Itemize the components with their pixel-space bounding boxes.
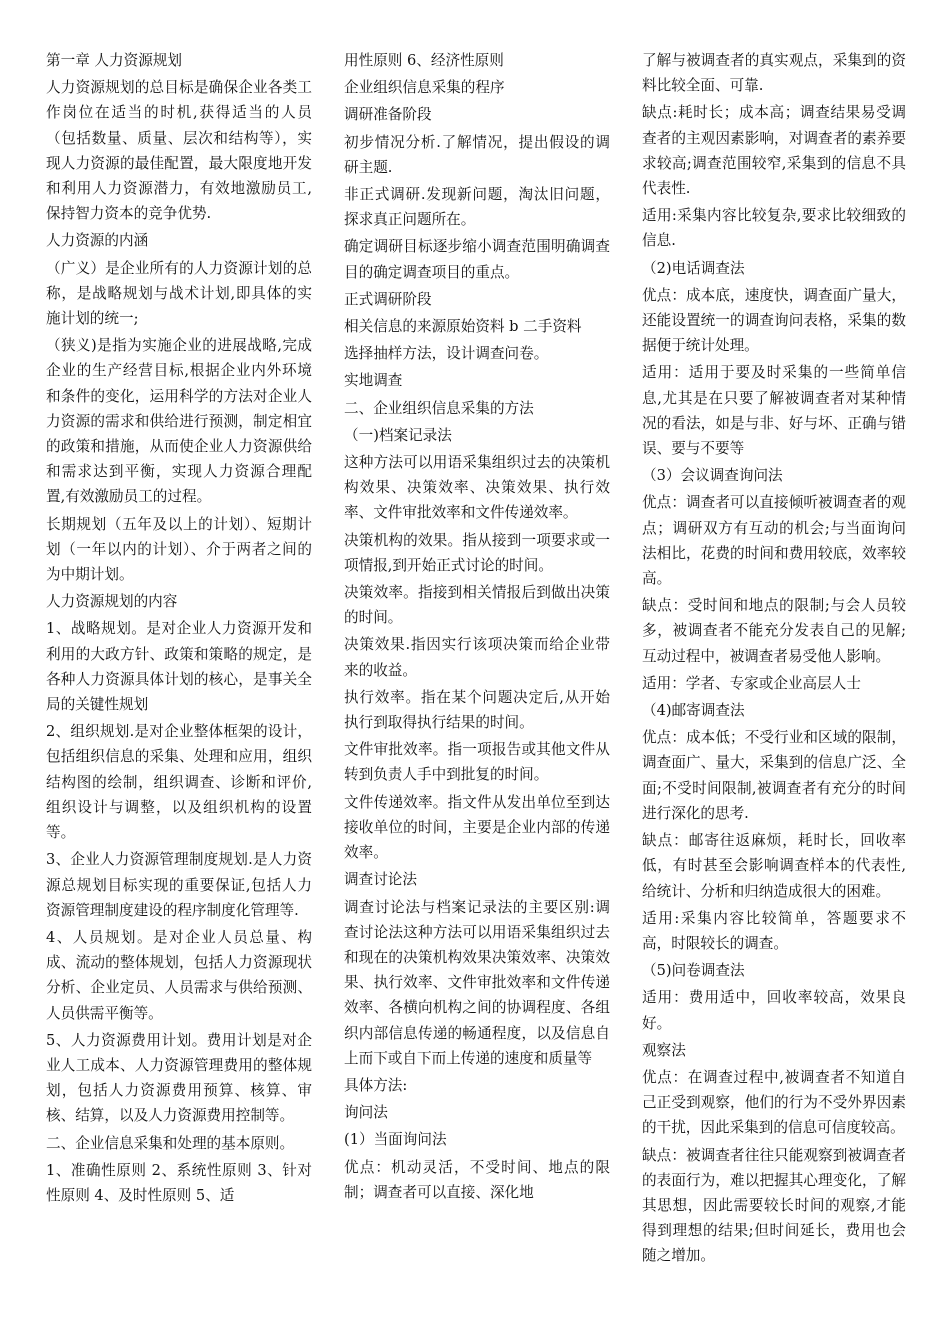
paragraph: 1、战略规划。是对企业人力资源开发和利用的大政方针、政策和策略的规定，是各种人力资源具体计划的核心，是事关全局的关键性规划 xyxy=(46,620,312,714)
paragraph: 具体方法: xyxy=(344,1076,408,1094)
paragraph: 优点：成本底，速度快，调查面广量大，还能设置统一的调查询问表格，采集的数据便于统计处理。 xyxy=(642,286,906,355)
paragraph: 调查讨论法与档案记录法的主要区别:调查讨论法这种方法可以用语采集组织过去和现在的决策机构效果决策效率、决策效果、执行效率、文件审批效率和文件传递效率、各横向机构之间的协调程度、各组织内部信息传递的畅通程度，以及信息自上而下或自下而上传递的速度和质量等 xyxy=(344,898,610,1067)
paragraph: 调查讨论法 xyxy=(344,871,417,889)
paragraph: 决策效果.指因实行该项决策而给企业带来的收益。 xyxy=(344,636,610,679)
paragraph: 实地调查 xyxy=(344,372,403,390)
paragraph: 优点：成本低；不受行业和区域的限制，调查面广、量大，采集到的信息广泛、全面;不受时间限制,被调查者有充分的时间进行深化的思考. xyxy=(642,729,906,822)
paragraph: 二、企业组织信息采集的方法 xyxy=(344,399,534,417)
paragraph: 适用：学者、专家或企业高层人士 xyxy=(642,674,861,692)
paragraph: 初步情况分析.了解情况，提出假设的调研主题. xyxy=(344,133,610,176)
paragraph: 适用：适用于要及时采集的一些简单信息,尤其是在只要了解被调查者对某种情况的看法，如是与非、好与坏、正确与错误、要与不要等 xyxy=(642,364,906,458)
paragraph: （4)邮寄调查法 xyxy=(642,702,745,720)
paragraph: （一)档案记录法 xyxy=(344,426,452,444)
paragraph: 确定调研目标逐步缩小调查范围明确调查目的确定调查项目的重点。 xyxy=(344,238,610,281)
paragraph: (1）当面询问法 xyxy=(344,1131,447,1149)
paragraph: 优点：在调查过程中,被调查者不知道自己正受到观察，他们的行为不受外界因素的干扰，因此采集到的信息可信度较高。 xyxy=(642,1068,906,1137)
paragraph: 人力资源的内涵 xyxy=(46,232,149,250)
paragraph: 4、人员规划。是对企业人员总量、构成、流动的整体规划，包括人力资源现状分析、企业定员、人员需求与供给预测、人员供需平衡等。 xyxy=(46,928,312,1022)
paragraph: 二、企业信息采集和处理的基本原则。 xyxy=(46,1134,295,1152)
paragraph: 询问法 xyxy=(344,1104,388,1122)
paragraph: 人力资源规划的总目标是确保企业各类工作岗位在适当的时机,获得适当的人员（包括数量、质量、层次和结构等），实现人力资源的最佳配置，最大限度地开发和利用人力资源潜力，有效地激励员工,保持智力资本的竞争优势. xyxy=(46,79,312,223)
paragraph: 企业组织信息采集的程序 xyxy=(344,79,505,97)
paragraph: 相关信息的来源原始资料 b 二手资料 xyxy=(344,318,582,336)
paragraph: （2)电话调查法 xyxy=(642,259,745,277)
paragraph: 非正式调研.发现新问题，淘汰旧问题，探求真正问题所在。 xyxy=(344,186,610,229)
paragraph: （狭义)是指为实施企业的进展战略,完成企业的生产经营目标,根据企业内外环境和条件的变化，运用科学的方法对企业人力资源的需求和供给进行预测，制定相宜的政策和措施，从而使企业人力资源供给和需求达到平衡，实现人力资源合理配置,有效激励员工的过程。 xyxy=(46,337,312,506)
paragraph: 文件审批效率。指一项报告或其他文件从转到负责人手中到批复的时间。 xyxy=(344,741,610,784)
paragraph: 长期规划（五年及以上的计划）、短期计划（一年以内的计划）、介于两者之间的为中期计划。 xyxy=(46,515,312,584)
paragraph: 适用：费用适中，回收率较高，效果良好。 xyxy=(642,989,906,1032)
paragraph: 适用:采集内容比较简单，答题要求不高，时限较长的调查。 xyxy=(642,909,906,952)
paragraph: 第一章 人力资源规划 xyxy=(46,52,182,69)
paragraph: 观察法 xyxy=(642,1041,686,1059)
paragraph: （3）会议调查询问法 xyxy=(642,467,783,485)
paragraph: 选择抽样方法，设计调查问卷。 xyxy=(344,345,549,363)
paragraph: 文件传递效率。指文件从发出单位至到达接收单位的时间，主要是企业内部的传递效率。 xyxy=(344,793,610,862)
text-column-2 xyxy=(344,48,610,1207)
paragraph: 执行效率。指在某个问题决定后,从开始执行到取得执行结果的时间。 xyxy=(344,688,610,732)
paragraph: 用性原则 6、经济性原则 xyxy=(344,52,504,69)
paragraph: 1、准确性原则 2、系统性原则 3、针对性原则 4、及时性原则 5、适 xyxy=(46,1161,312,1204)
paragraph: 3、企业人力资源管理制度规划.是人力资源总规划目标实现的重要保证,包括人力资源管理制度建设的程序制度化管理等. xyxy=(46,851,312,919)
paragraph: （广义）是企业所有的人力资源计划的总称，是战略规划与战术计划,即具体的实施计划的统一; xyxy=(46,259,312,328)
text-column-3 xyxy=(642,48,906,1271)
paragraph: 人力资源规划的内容 xyxy=(46,593,178,611)
paragraph: 优点：机动灵活，不受时间、地点的限制；调查者可以直接、深化地 xyxy=(344,1158,610,1201)
paragraph: 缺点：邮寄往返麻烦，耗时长，回收率低，有时甚至会影响调查样本的代表性,给统计、分析和归纳造成很大的困难。 xyxy=(642,832,906,900)
paragraph: 了解与被调查者的真实观点，采集到的资料比较全面、可靠. xyxy=(642,52,906,95)
paragraph: 决策机构的效果。指从接到一项要求或一项情报,到开始正式讨论的时间。 xyxy=(344,531,610,574)
paragraph: 2、组织规划.是对企业整体框架的设计，包括组织信息的采集、处理和应用，组织结构图的绘制，组织调查、诊断和评价,组织设计与调整，以及组织机构的设置等。 xyxy=(46,723,312,842)
paragraph: 缺点:耗时长；成本高；调查结果易受调查者的主观因素影响，对调查者的素养要求较高;调查范围较窄,采集到的信息不具代表性. xyxy=(642,104,906,198)
paragraph: 决策效率。指接到相关情报后到做出决策的时间。 xyxy=(344,584,610,627)
paragraph: 正式调研阶段 xyxy=(344,290,432,308)
paragraph: 缺点：受时间和地点的限制;与会人员较多，被调查者不能充分发表自己的见解;互动过程中，被调查者易受他人影响。 xyxy=(642,597,906,665)
text-column-1 xyxy=(46,48,312,1210)
paragraph: 调研准备阶段 xyxy=(344,106,432,124)
paragraph: （5)问卷调查法 xyxy=(642,962,745,980)
paragraph: 缺点：被调查者往往只能观察到被调查者的表面行为，难以把握其心理变化，了解其思想，因此需要较长时间的观察,才能得到理想的结果;但时间延长，费用也会随之增加。 xyxy=(642,1146,906,1265)
paragraph: 优点：调查者可以直接倾听被调查者的观点；调研双方有互动的机会;与当面询问法相比，花费的时间和费用较底，效率较高。 xyxy=(642,494,906,588)
paragraph: 5、人力资源费用计划。费用计划是对企业人工成本、人力资源管理费用的整体规划，包括人力资源费用预算、核算、审核、结算，以及人力资源费用控制等。 xyxy=(46,1031,312,1125)
paragraph: 这种方法可以用语采集组织过去的决策机构效果、决策效率、决策效果、执行效率、文件审批效率和文件传递效率。 xyxy=(344,454,610,522)
paragraph: 适用:采集内容比较复杂,要求比较细致的信息. xyxy=(642,207,906,250)
